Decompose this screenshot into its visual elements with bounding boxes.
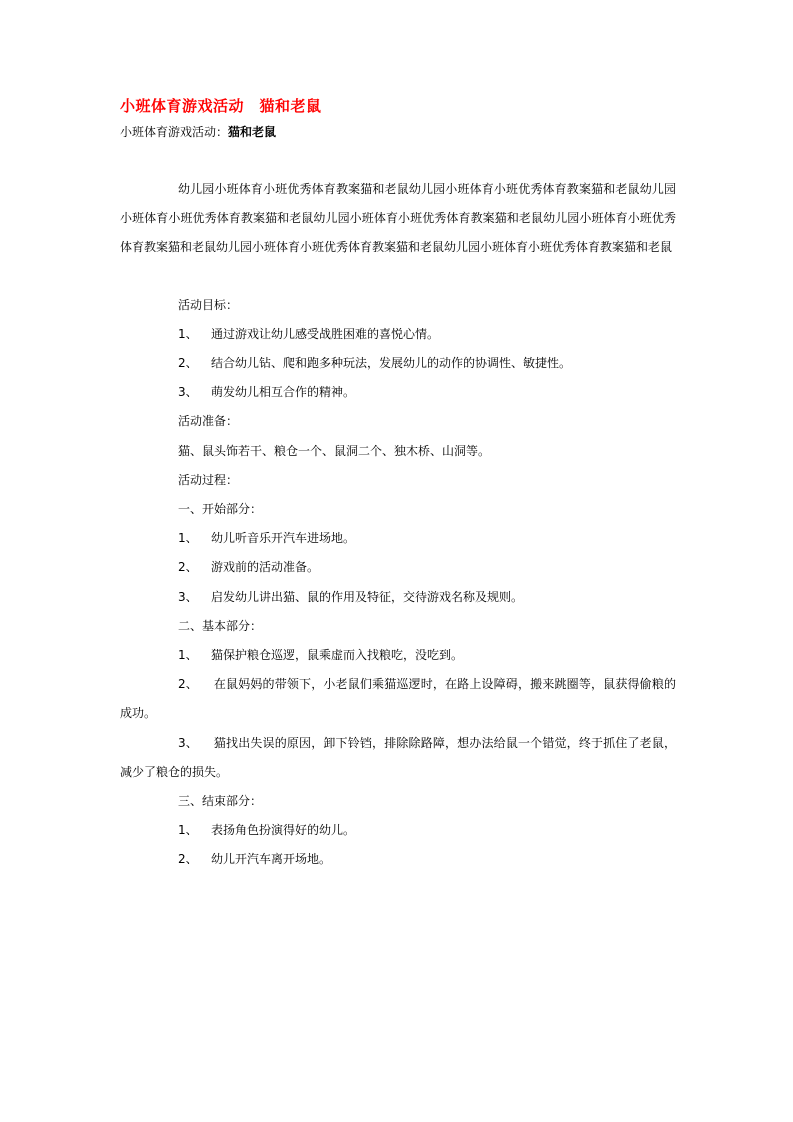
goals-heading: 活动目标： <box>178 298 239 312</box>
item-text: 幼儿开汽车离开场地。 <box>211 852 332 866</box>
goal-text: 萌发幼儿相互合作的精神。 <box>211 385 356 399</box>
goal-item <box>178 326 439 342</box>
part3-item <box>178 822 355 838</box>
item-text: 在鼠妈妈的带领下，小老鼠们乘猫巡逻时，在路上设障碍，搬来跳圈等，鼠获得偷粮的成功。 <box>120 677 676 720</box>
item-num: 1、 <box>178 531 198 545</box>
subtitle-bold: 猫和老鼠 <box>228 125 277 139</box>
document-subtitle <box>120 123 276 140</box>
item-num: 1、 <box>178 648 198 662</box>
item-text: 猫保护粮仓巡逻，鼠乘虚而入找粮吃，没吃到。 <box>211 648 464 662</box>
item-num: 3、 <box>178 736 198 750</box>
goal-item <box>178 355 571 371</box>
item-text: 表扬角色扮演得好的幼儿。 <box>211 823 356 837</box>
part2-item <box>178 647 463 663</box>
item-num: 2、 <box>178 677 198 691</box>
part3-heading: 三、结束部分： <box>178 794 263 808</box>
intro-paragraph: 幼儿园小班体育小班优秀体育教案猫和老鼠幼儿园小班体育小班优秀体育教案猫和老鼠幼儿园小班体育小班优秀体育教案猫和老鼠幼儿园小班体育小班优秀体育教案猫和老鼠幼儿园小班体育小班优秀体育教案猫和老鼠幼儿园小班体育小班优秀体育教案猫和老鼠幼儿园小班体育小班优秀体育教案猫和老鼠 <box>120 182 676 254</box>
part2-item-wrapped <box>120 670 676 728</box>
goal-num: 3、 <box>178 385 198 399</box>
part2-heading: 二、基本部分： <box>178 619 263 633</box>
goal-text: 通过游戏让幼儿感受战胜困难的喜悦心情。 <box>211 327 440 341</box>
part3-item <box>178 851 331 867</box>
item-text: 启发幼儿讲出猫、鼠的作用及特征，交待游戏名称及规则。 <box>211 590 524 604</box>
item-num: 2、 <box>178 560 198 574</box>
part1-item <box>178 530 355 546</box>
part2-item-wrapped <box>120 729 676 787</box>
item-text: 猫找出失误的原因，卸下铃铛，排除除路障，想办法给鼠一个错觉，终于抓住了老鼠，减少了粮仓的损失。 <box>120 736 676 779</box>
process-heading: 活动过程： <box>178 473 239 487</box>
part1-heading: 一、开始部分： <box>178 502 263 516</box>
item-text: 幼儿听音乐开汽车进场地。 <box>211 531 356 545</box>
item-num: 1、 <box>178 823 198 837</box>
goal-text: 结合幼儿钻、爬和跑多种玩法，发展幼儿的动作的协调性、敏捷性。 <box>211 356 572 370</box>
subtitle-prefix: 小班体育游戏活动： <box>120 125 229 139</box>
goal-item <box>178 384 355 400</box>
prep-text: 猫、鼠头饰若干、粮仓一个、鼠洞二个、独木桥、山洞等。 <box>178 444 491 458</box>
document-title: 小班体育游戏活动 猫和老鼠 <box>120 97 322 115</box>
part1-item <box>178 589 523 605</box>
item-text: 游戏前的活动准备。 <box>211 560 320 574</box>
prep-heading: 活动准备： <box>178 414 239 428</box>
goal-num: 2、 <box>178 356 198 370</box>
item-num: 3、 <box>178 590 198 604</box>
item-num: 2、 <box>178 852 198 866</box>
goal-num: 1、 <box>178 327 198 341</box>
part1-item <box>178 559 319 575</box>
